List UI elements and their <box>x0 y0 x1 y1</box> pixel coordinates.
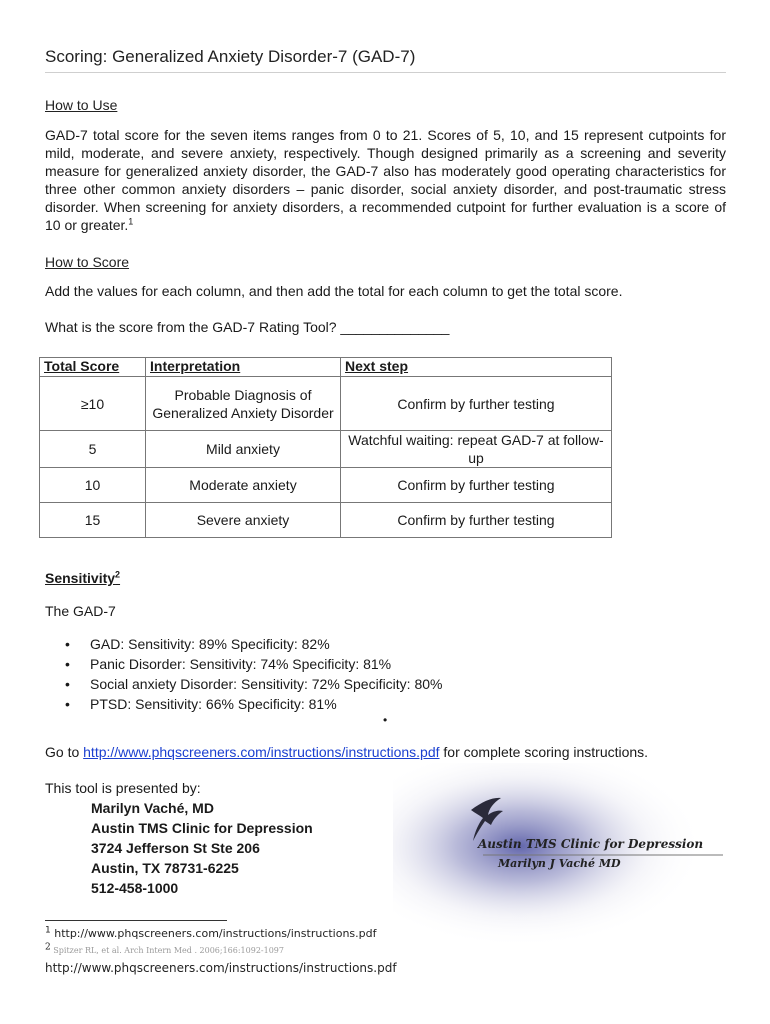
row-interpretation: Mild anxiety <box>146 431 341 468</box>
row-next-step: Confirm by further testing <box>341 468 612 503</box>
table-row <box>40 468 612 503</box>
instructions-suffix: for complete scoring instructions. <box>439 744 649 760</box>
sensitivity-list <box>65 634 442 714</box>
header-next-step: Next step <box>341 358 612 377</box>
row-score: ≥10 <box>40 377 146 431</box>
row-score: 15 <box>40 503 146 538</box>
presenter-phone: 512-458-1000 <box>91 880 179 896</box>
presenter-city: Austin, TX 78731-6225 <box>91 860 239 876</box>
list-item: • GAD: Sensitivity: 89% Specificity: 82% <box>65 634 442 654</box>
table-row <box>40 503 612 538</box>
sensitivity-intro: The GAD-7 <box>45 603 116 619</box>
list-item: • PTSD: Sensitivity: 66% Specificity: 81% <box>65 694 442 714</box>
table-header-row <box>40 358 612 377</box>
presenter-street: 3724 Jefferson St Ste 206 <box>91 840 260 856</box>
row-interpretation: Probable Diagnosis of Generalized Anxiety Disorder <box>146 377 341 431</box>
how-to-use-heading: How to Use <box>45 97 118 113</box>
presenter-name: Marilyn Vaché, MD <box>91 800 214 816</box>
how-to-score-instruction: Add the values for each column, and then add the total for each column to get the total score. <box>45 283 623 299</box>
how-to-use-paragraph <box>45 126 726 234</box>
page-title: Scoring: Generalized Anxiety Disorder-7 (GAD-7) <box>45 47 416 66</box>
score-interpretation-table <box>39 357 612 538</box>
table-row <box>40 377 612 431</box>
stray-bullet-icon: • <box>383 713 388 727</box>
row-interpretation: Severe anxiety <box>146 503 341 538</box>
table-row <box>40 431 612 468</box>
footnote-1 <box>45 927 377 940</box>
title-divider <box>45 72 726 73</box>
row-score: 10 <box>40 468 146 503</box>
instructions-link[interactable]: http://www.phqscreeners.com/instructions/instructions.pdf <box>83 744 440 760</box>
footnote-1-number: 1 <box>45 925 51 936</box>
header-interpretation: Interpretation <box>146 358 341 377</box>
row-interpretation: Moderate anxiety <box>146 468 341 503</box>
footnote-2-number: 2 <box>45 942 51 953</box>
presenter-clinic: Austin TMS Clinic for Depression <box>91 820 313 836</box>
score-question: What is the score from the GAD-7 Rating Tool? ______________ <box>45 319 450 335</box>
presenter-block <box>91 798 313 898</box>
instructions-prefix: Go to <box>45 744 84 760</box>
row-next-step: Confirm by further testing <box>341 503 612 538</box>
footnote-2 <box>45 942 284 955</box>
row-next-step: Confirm by further testing <box>341 377 612 431</box>
row-score: 5 <box>40 431 146 468</box>
footnote-2-text: Spitzer RL, et al. Arch Intern Med . 2006;166:1092-1097 <box>50 946 284 955</box>
how-to-score-heading: How to Score <box>45 254 130 270</box>
footnote-1-text[interactable]: http://www.phqscreeners.com/instructions/instructions.pdf <box>50 927 377 940</box>
row-next-step: Watchful waiting: repeat GAD-7 at follow-up <box>341 431 612 468</box>
logo-doctor-name: Marilyn J Vaché MD <box>498 857 621 870</box>
list-item: • Social anxiety Disorder: Sensitivity: 72% Specificity: 80% <box>65 674 442 694</box>
instructions-line <box>45 744 648 760</box>
sensitivity-heading <box>45 570 120 586</box>
footnote-ref-2[interactable]: 2 <box>115 569 121 580</box>
list-item: • Panic Disorder: Sensitivity: 74% Specificity: 81% <box>65 654 442 674</box>
logo-clinic-name: Austin TMS Clinic for Depression <box>478 837 704 851</box>
header-total-score: Total Score <box>40 358 146 377</box>
how-to-use-body: GAD-7 total score for the seven items ranges from 0 to 21. Scores of 5, 10, and 15 represent cutpoints for mild, moderate, and severe anxiety, respectively. Though designed primarily as a screening and severity measure for generalized anxiety disorder, the GAD-7 also has moderately good operating characteristics for three other common anxiety disorders – panic disorder, social anxiety disorder, and post-traumatic stress disorder. When screening for anxiety disorders, a recommended cutpoint for further evaluation is a score of 10 or greater. <box>45 127 726 233</box>
footnote-divider <box>45 920 227 921</box>
presented-by-label: This tool is presented by: <box>45 780 201 796</box>
clinic-logo <box>393 763 728 948</box>
footnote-ref-1[interactable]: 1 <box>128 216 134 227</box>
logo-glow <box>393 763 728 948</box>
page-footer-url[interactable]: http://www.phqscreeners.com/instructions/instructions.pdf <box>45 961 397 975</box>
sensitivity-heading-text: Sensitivity <box>45 570 116 586</box>
